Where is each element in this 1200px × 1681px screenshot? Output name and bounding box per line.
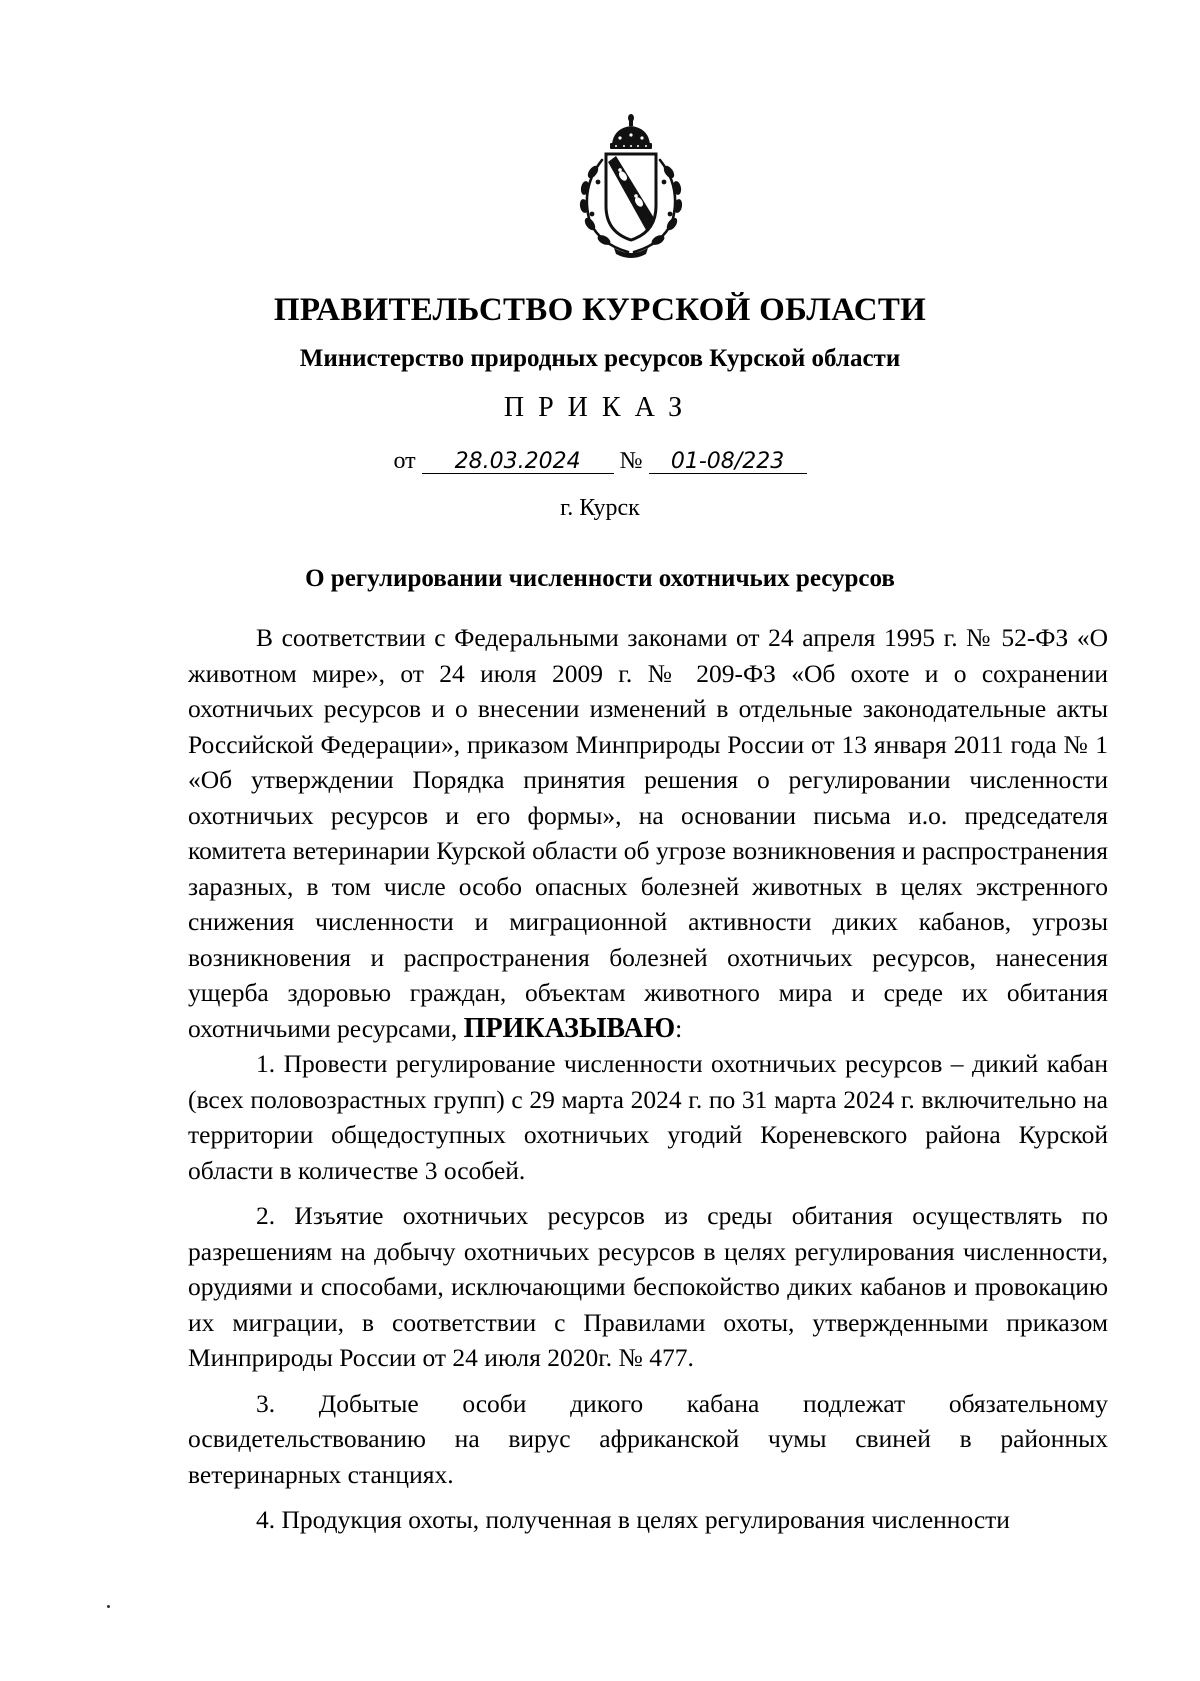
preamble-text: В соответствии с Федеральными законами от 24 апреля 1995 г. № 52-ФЗ «О животном мире», от 24 июля 2009 г. № 209-ФЗ «Об охоте и о сохранении охотничьих ресурсов и о внесении изменений в отдельные законодательные акты Российской Федерации», приказом Минприроды России от 13 января 2011 года № 1 «Об утверждении Порядка принятия решения о регулировании численности охотничьих ресурсов и его формы», на основании письма и.о. председателя комитета ветеринарии Курской области об угрозе возникновения и распространения заразных, в том числе особо опасных болезней животных в целях экстренного снижения численности и миграционной активности диких кабанов, угрозы возникновения и распространения болезней охотничьих ресурсов, нанесения ущерба здоровью граждан, объектам животного мира и среде их обитания охотничьими ресурсами, (188, 623, 1108, 1043)
order-number-handwritten: 01-08/223 (649, 451, 807, 474)
order-date-handwritten: 28.03.2024 (422, 451, 614, 474)
coat-of-arms-icon (568, 110, 694, 260)
order-item-2: 2. Изъятие охотничьих ресурсов из среды обитания осуществлять по разрешениям на добычу охотничьих ресурсов в целях регулирования численности, орудиями и способами, исключающими беспокойство диких кабанов и провокацию их миграции, в соответствии с Правилами охоты, утвержденными приказом Минприроды России от 24 июля 2020г. № 477. (188, 1201, 1108, 1372)
city-line: г. Курск (560, 495, 640, 521)
government-title: ПРАВИТЕЛЬСТВО КУРСКОЙ ОБЛАСТИ (273, 292, 927, 328)
order-date-number-line (0, 448, 1200, 475)
document-type: ПРИКАЗ (503, 392, 697, 423)
order-item-1: 1. Провести регулирование численности охотничьих ресурсов – дикий кабан (всех половозрастных групп) с 29 марта 2024 г. по 31 марта 2024 г. включительно на территории общедоступных охотничьих угодий Кореневского района Курской области в количестве 3 особей. (188, 1049, 1108, 1185)
order-item-4: 4. Продукция охоты, полученная в целях регулирования численности (256, 1505, 1010, 1534)
order-number-prefix: № (619, 448, 643, 474)
order-item-3: 3. Добытые особи дикого кабана подлежат обязательному освидетельствованию на вирус африканской чумы свиней в районных ветеринарных станциях. (188, 1388, 1108, 1489)
order-body (188, 620, 1108, 1538)
order-subject: О регулировании численности охотничьих ресурсов (305, 565, 895, 592)
ministry-name: Министерство природных ресурсов Курской области (299, 345, 901, 372)
scan-speck (107, 1605, 110, 1608)
order-directive-colon: : (675, 1013, 683, 1043)
order-directive-word: ПРИКАЗЫВАЮ (463, 1012, 676, 1044)
order-from-prefix: от (393, 448, 416, 474)
preamble-paragraph (188, 620, 1108, 1046)
